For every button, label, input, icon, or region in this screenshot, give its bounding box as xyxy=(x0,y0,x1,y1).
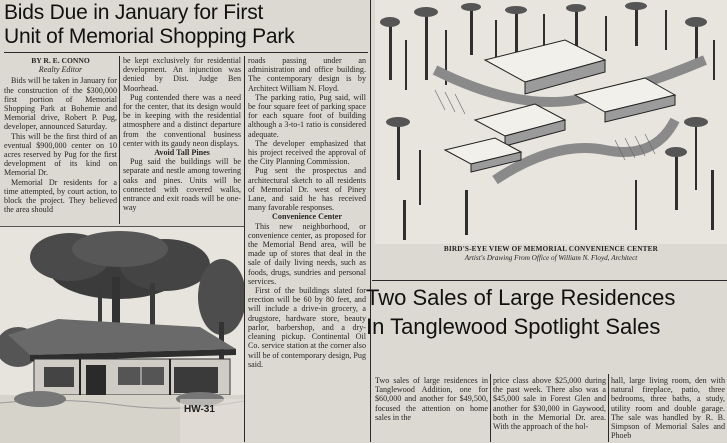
subhead-convenience-center: Convenience Center xyxy=(272,212,342,222)
headline-shopping-park xyxy=(4,1,368,49)
article-1-column-2 xyxy=(123,56,241,246)
article-1-paragraph: Bids will be taken in January for the construction of the $300,000 first portion of Memorial Shopping Park at Bohemie and Memorial drive, Robert P. Pug, developer, announced Saturday. xyxy=(4,76,117,132)
headline-line-2: In Tanglewood Spotlight Sales xyxy=(366,314,661,339)
article-2-column-3 xyxy=(611,376,725,442)
convenience-center-illustration xyxy=(375,0,727,244)
column-divider xyxy=(244,56,245,442)
column-divider xyxy=(608,374,609,442)
article-2-paragraph: Two sales of large residences in Tanglewood Addition, one for $60,000 and another for $49,500, focused the attention on home sales in the xyxy=(375,376,488,422)
caption-credit: Artist's Drawing From Office of William N. Floyd, Architect xyxy=(464,253,638,262)
article-2-column-1 xyxy=(375,376,488,442)
article-1-paragraph: This new neighborhood, or convenience center, as proposed for the Memorial Bend area, will be made up of stores that deal in the sale of daily living needs, such as foods, drugs, sundries and personal services. xyxy=(248,221,366,286)
article-1-column-3 xyxy=(248,56,366,442)
article-1-paragraph: The parking ratio, Pug said, will be four square feet of parking space for each square foot of building although a 3-to-1 ratio is considered adequate. xyxy=(248,92,366,139)
subhead-avoid-tall-pines: Avoid Tall Pines xyxy=(154,148,210,158)
article-2-paragraph: price class above $25,000 during the past week. There also was a $45,000 sale in Forest Glen and another for $30,000 in Gaywood, both in the Memorial Dr. area. With the approach of the hol- xyxy=(493,376,606,432)
caption-title: BIRD'S-EYE VIEW OF MEMORIAL CONVENIENCE CENTER xyxy=(443,245,659,253)
article-1-paragraph: Pug said the buildings will be separate and nestle among towering oaks and pines. Units will be connected with covered walks, entrance and exit roads will be one-way xyxy=(123,157,241,213)
article-1-paragraph: roads passing under an administration and office building. The contemporary design is by Architect William N. Floyd. xyxy=(248,56,366,93)
column-divider xyxy=(490,374,491,442)
article-1-paragraph: be kept exclusively for residential development. An injunction was denied by Dist. Judge Ben Moorhead. xyxy=(123,56,241,93)
byline: BY R. E. CONNO xyxy=(31,56,90,65)
byline-role: Realty Editor xyxy=(38,65,83,75)
article-1-paragraph: This will be the first third of an eventual $900,000 center on 10 acres reserved by Pug for the first development of its kind on Memorial Dr. xyxy=(4,131,117,178)
column-divider xyxy=(370,0,371,442)
caption-rule xyxy=(372,280,727,281)
headline-line-1: Bids Due in January for First xyxy=(4,1,264,24)
article-1-paragraph: The developer emphasized that his project received the approval of the City Planning Commission. xyxy=(248,138,366,167)
headline-line-2: Unit of Memorial Shopping Park xyxy=(4,25,295,48)
drawing-caption xyxy=(377,245,725,262)
article-1-paragraph: First of the buildings slated for erection will be 60 by 80 feet, and will include a drive-in grocery, a drugstore, hardware store, beauty parlor, barbershop, and a dry-cleaning pickup. Continental Oil Co. service station at the corner also will be of contemporary design, Pug said. xyxy=(248,286,366,369)
headline-line-1: Two Sales of Large Residences xyxy=(366,285,676,310)
article-2-column-2 xyxy=(493,376,606,442)
article-2-paragraph: hall, large living room, den with natural fireplace, patio, three bedrooms, three baths, a study, utility room and double garage. The sale was handled by R. B. Simpson of Memorial Sales and Phoeb xyxy=(611,376,725,441)
headline-tanglewood-sales xyxy=(366,283,727,341)
article-1-paragraph: Pug sent the prospectus and architectural sketch to all residents of Memorial Dr. west of Piney Lane, and said he has received many favorable responses. xyxy=(248,166,366,213)
article-1-column-1 xyxy=(4,56,117,224)
article-1-paragraph: Memorial Dr residents for a time attempted, by court action, to block the project. They believed the area should xyxy=(4,177,117,215)
birds-eye-drawing xyxy=(375,0,727,244)
article-1-paragraph: Pug contended there was a need for the center, that its design would be in keeping with the residential atmosphere and a distinct departure from the conventional business center with its gaudy neon displays. xyxy=(123,92,241,148)
house-plan-label: HW-31 xyxy=(184,404,215,415)
headline-rule xyxy=(4,52,368,53)
column-divider xyxy=(119,56,120,224)
